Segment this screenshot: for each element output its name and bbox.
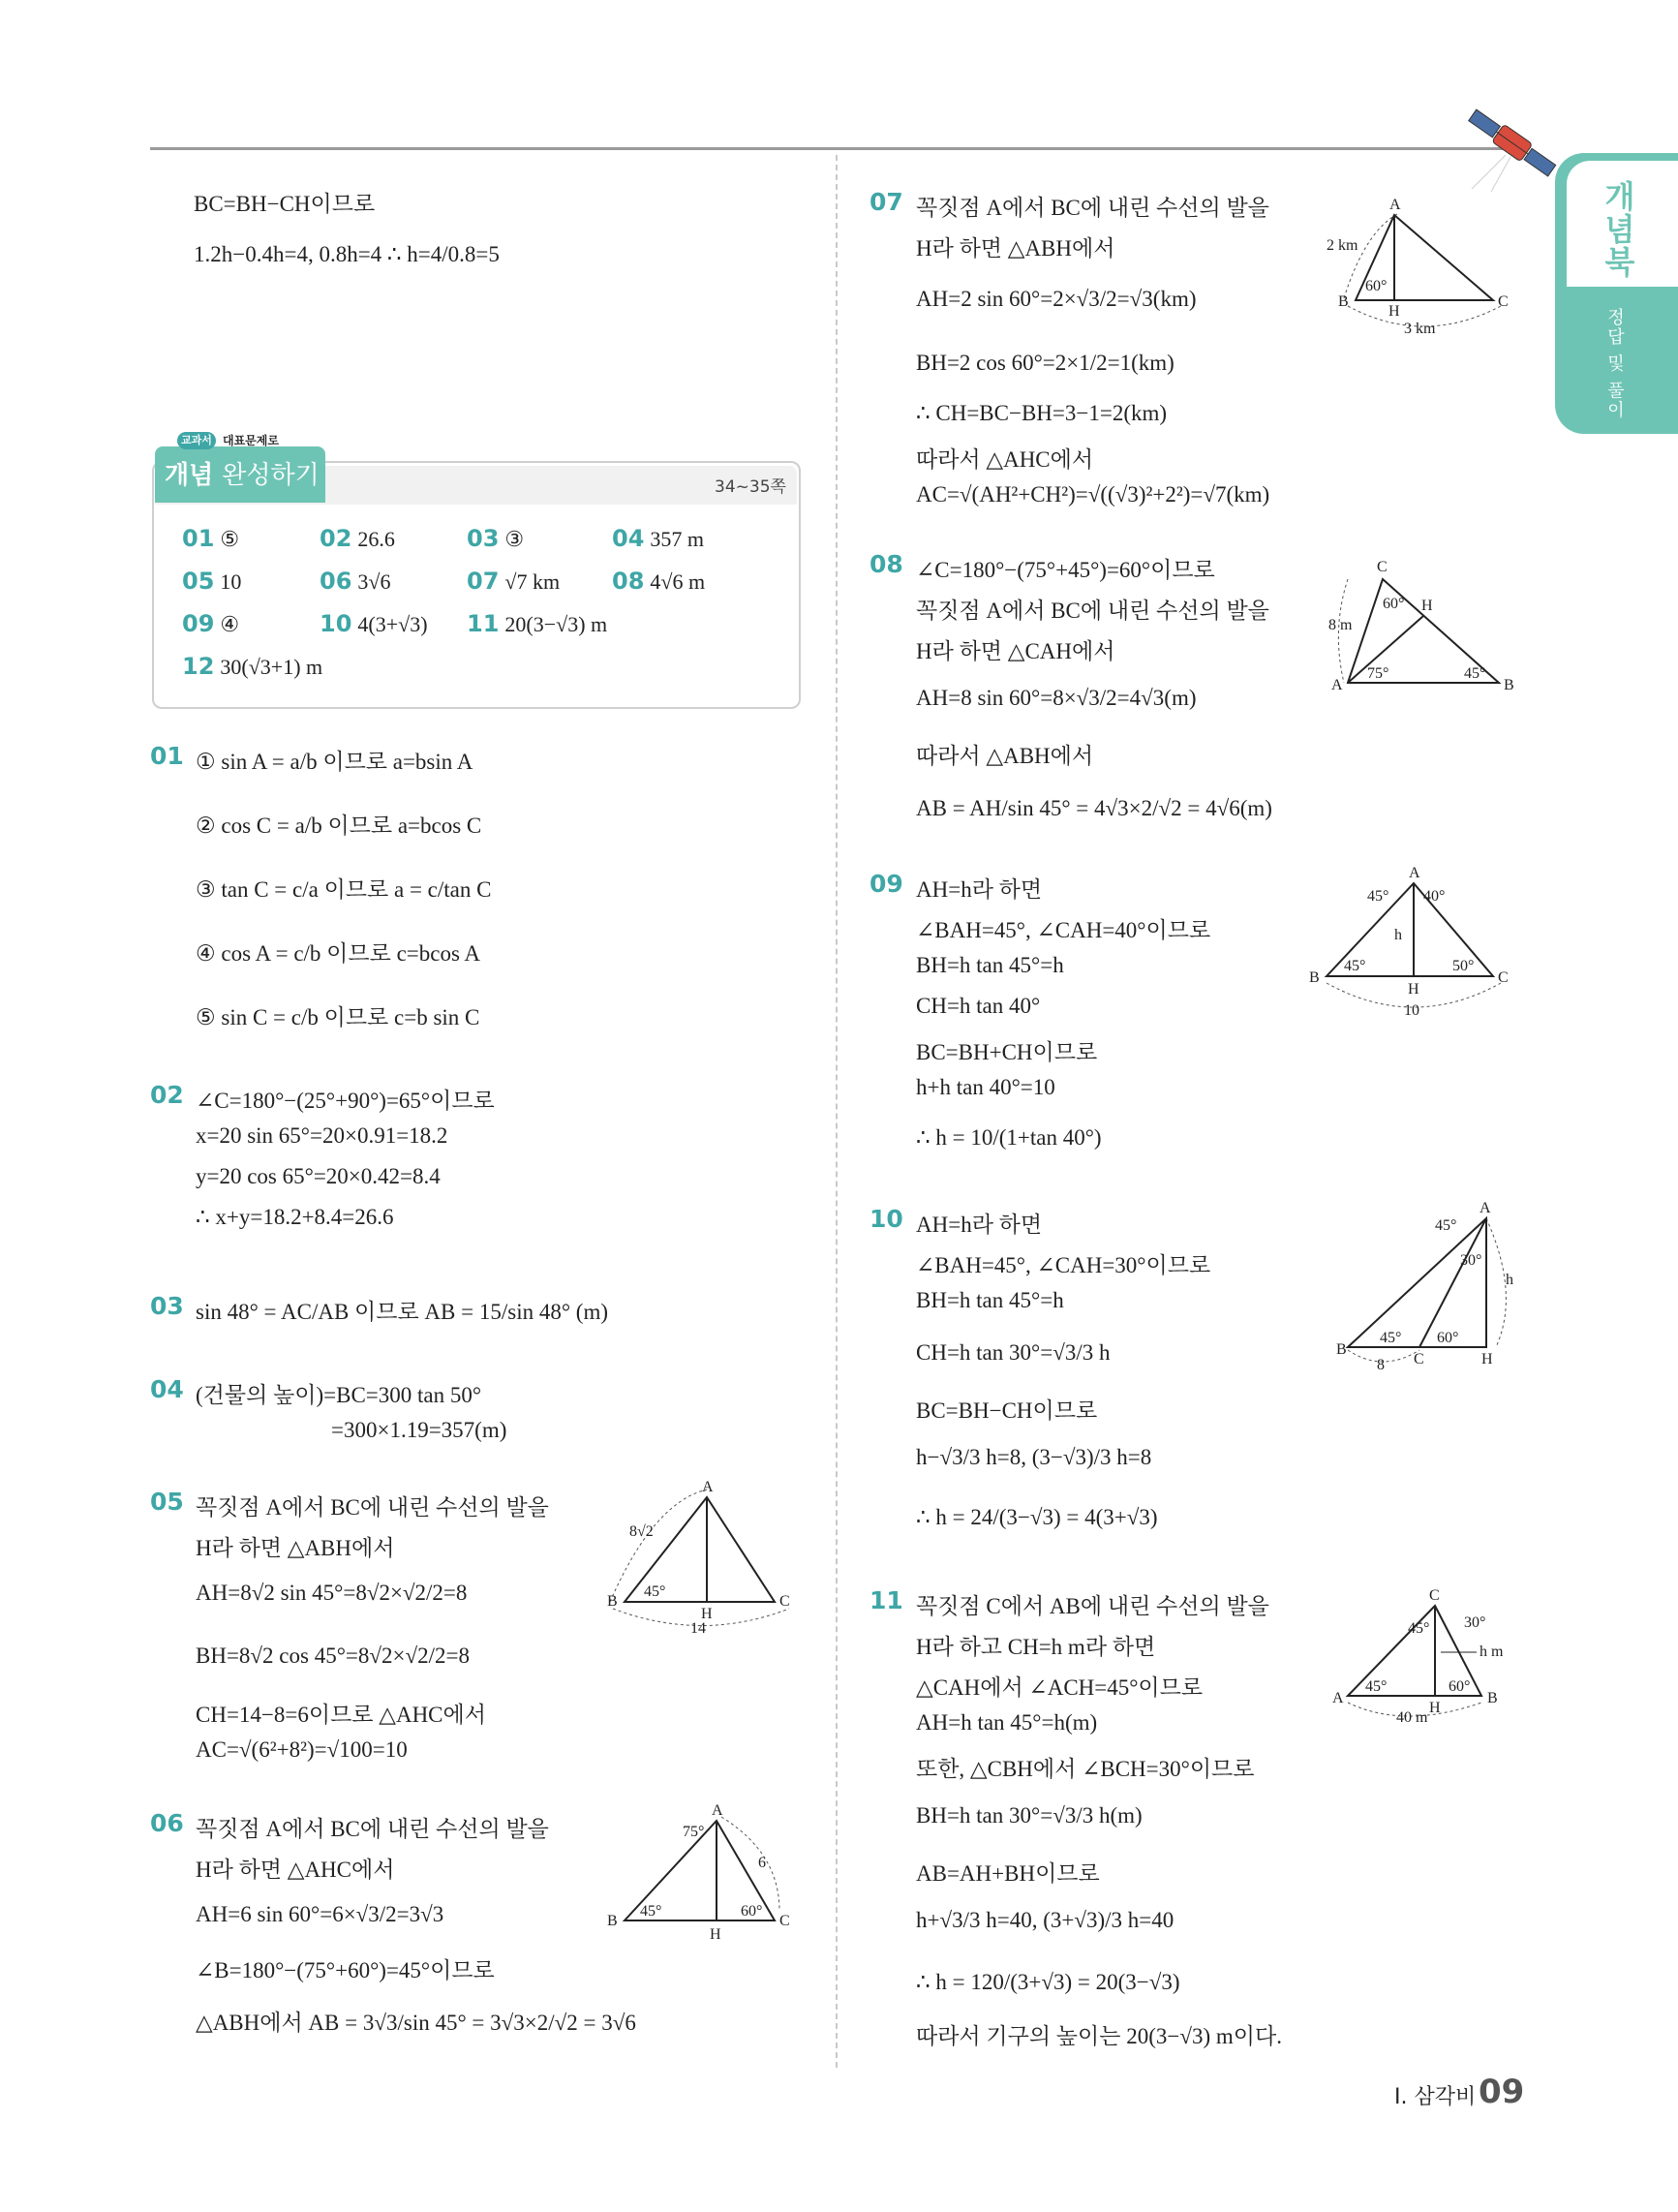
solution-line: △CAH에서 ∠ACH=45°이므로 [916,1675,1204,1700]
answer-02: 02 26.6 [320,525,395,552]
answer-01: 01 ⑤ [182,525,240,552]
fig-label: A [712,1802,723,1819]
solution-line: h−√3/3 h=8, (3−√3)/3 h=8 [916,1445,1152,1469]
solution-line: ∠C=180°−(25°+90°)=65°이므로 [196,1089,495,1113]
answer-08: 08 4√6 m [612,568,706,595]
solution-line: H라 하고 CH=h m라 하면 [916,1635,1156,1659]
fig-label: 75° [683,1824,705,1840]
fig-label: B [1309,969,1320,986]
fig-label: A [1332,1690,1344,1706]
side-tab-title: 개념북 [1600,180,1636,279]
fig-label: A [1331,677,1343,693]
triangle-figure-07 [1327,192,1520,342]
solution-line: BH=h tan 45°=h [916,1288,1064,1312]
solution-line: 따라서 △ABH에서 [916,744,1094,768]
fig-label: A [1480,1200,1491,1216]
page-number: 09 [1479,2073,1525,2111]
solution-line: AH=8√2 sin 45°=8√2×√2/2=8 [196,1581,468,1605]
fig-label: C [1414,1351,1424,1367]
answer-07: 07 √7 km [467,568,561,595]
solution-line: ② cos C = a/b 이므로 a=bcos C [196,814,482,838]
fig-label: C [779,1913,790,1929]
fig-label: B [1487,1690,1498,1706]
fig-label: h [1506,1272,1513,1288]
solution-line: H라 하면 △ABH에서 [196,1536,395,1560]
triangle-figure-10 [1327,1197,1520,1381]
solution-line: 꼭짓점 A에서 BC에 내린 수선의 발을 [196,1495,549,1520]
answer-04: 04 357 m [612,525,705,552]
solution-line: ∠C=180°−(75°+45°)=60°이므로 [916,558,1215,582]
solution-line: ∴ h = 10/(1+tan 40°) [916,1125,1102,1150]
solution-line: ④ cos A = c/b 이므로 c=bcos A [196,941,481,966]
fig-label: C [1498,969,1509,986]
fig-label: 45° [1380,1330,1402,1346]
solution-line: ∴ CH=BC−BH=3−1=2(km) [916,401,1168,425]
answer-09: 09 ④ [182,610,240,637]
fig-label: 45° [640,1903,662,1920]
fig-label: H [1408,981,1419,998]
solution-line: H라 하면 △ABH에서 [916,236,1115,261]
triangle-figure-05 [595,1478,799,1633]
solution-line: H라 하면 △AHC에서 [196,1858,395,1882]
solution-line: sin 48° = AC/AB 이므로 AB = 15/sin 48° (m) [196,1300,608,1324]
solution-line: AC=√(AH²+CH²)=√((√3)²+2²)=√7(km) [916,482,1270,507]
triangle-figure-06 [595,1799,799,1954]
triangle-figure-08 [1327,552,1520,702]
fig-label: C [1429,1587,1440,1604]
problem-number: 05 [150,1488,184,1516]
solution-line: AH=6 sin 60°=6×√3/2=3√3 [196,1902,444,1926]
fig-label: B [607,1593,618,1610]
solution-line: AH=8 sin 60°=8×√3/2=4√3(m) [916,686,1197,710]
solution-line: ∠B=180°−(75°+60°)=45°이므로 [196,1958,495,1982]
problem-number: 07 [870,188,903,216]
solution-line: ∠BAH=45°, ∠CAH=30°이므로 [916,1253,1211,1277]
solution-line: BH=8√2 cos 45°=8√2×√2/2=8 [196,1644,470,1668]
answer-12: 12 30(√3+1) m [182,653,323,680]
fig-label: 60° [1383,596,1405,612]
solution-line: x=20 sin 65°=20×0.91=18.2 [196,1123,448,1148]
answer-03: 03 ③ [467,525,525,552]
fig-label: h [1394,927,1402,943]
answer-box-title: 개념 완성하기 [165,461,320,490]
triangle-figure-09 [1297,862,1520,1031]
solution-line: △ABH에서 AB = 3√3/sin 45° = 3√3×2/√2 = 3√6 [196,2011,636,2035]
problem-number: 03 [150,1292,184,1320]
solution-line: ⑤ sin C = c/b 이므로 c=b sin C [196,1005,480,1029]
solution-line: 꼭짓점 A에서 BC에 내린 수선의 발을 [916,599,1269,623]
representative-badge: 대표문제로 [223,434,279,447]
fig-label: 60° [1449,1678,1471,1695]
problem-number: 08 [870,550,903,578]
problem-number: 09 [870,870,903,898]
answer-11: 11 20(3−√3) m [467,610,608,637]
fig-label: 8 m [1328,617,1353,633]
solution-line: h+√3/3 h=40, (3+√3)/3 h=40 [916,1908,1175,1932]
fig-label: C [1498,293,1509,310]
fig-label: 45° [644,1583,666,1600]
solution-line: h+h tan 40°=10 [916,1075,1055,1099]
fig-label: 45° [1435,1217,1457,1234]
fig-label: 45° [1464,665,1486,682]
problem-number: 02 [150,1081,184,1109]
solution-line: 따라서 기구의 높이는 20(3−√3) m이다. [916,2024,1282,2048]
solution-line: AH=h라 하면 [916,877,1043,902]
solution-line: AH=h tan 45°=h(m) [916,1710,1098,1735]
top-line-1: BC=BH−CH이므로 [194,192,376,216]
fig-label: H [1481,1351,1493,1367]
fig-label: 8√2 [629,1523,654,1540]
fig-label: H [1388,303,1400,320]
solution-line: ∴ h = 120/(3+√3) = 20(3−√3) [916,1970,1180,1994]
solution-line: ③ tan C = c/a 이므로 a = c/tan C [196,877,492,902]
side-tab-subtitle: 정답 및 풀이 [1604,308,1625,420]
solution-line: BH=h tan 45°=h [916,953,1064,977]
problem-number: 01 [150,742,184,770]
solution-line: CH=h tan 30°=√3/3 h [916,1340,1111,1365]
fig-label: H [1429,1700,1441,1716]
solution-line: y=20 cos 65°=20×0.42=8.4 [196,1164,441,1188]
solution-line: AB = AH/sin 45° = 4√3×2/√2 = 4√6(m) [916,796,1272,820]
fig-label: C [1377,559,1388,575]
fig-label: 40 m [1396,1709,1428,1726]
solution-line: 또한, △CBH에서 ∠BCH=30°이므로 [916,1757,1255,1781]
solution-line: BH=h tan 30°=√3/3 h(m) [916,1803,1143,1828]
fig-label: A [1409,865,1420,881]
fig-label: 8 [1377,1357,1385,1373]
answer-06: 06 3√6 [320,568,391,595]
answer-box-pages: 34~35쪽 [715,477,786,497]
fig-label: H [1421,598,1433,614]
chapter-label: Ⅰ. 삼각비 [1394,2085,1477,2109]
fig-label: B [1336,1341,1347,1358]
fig-label: 2 km [1327,237,1358,254]
solution-line: ∴ x+y=18.2+8.4=26.6 [196,1205,394,1229]
solution-line: 꼭짓점 C에서 AB에 내린 수선의 발을 [916,1594,1269,1618]
solution-line: =300×1.19=357(m) [331,1418,507,1442]
solution-line: AH=h라 하면 [916,1213,1043,1237]
fig-label: 45° [1365,1678,1388,1695]
solution-line: CH=14−8=6이므로 △AHC에서 [196,1703,486,1727]
problem-number: 11 [870,1586,903,1614]
solution-line: 따라서 △AHC에서 [916,447,1094,472]
solution-line: H라 하면 △CAH에서 [916,639,1115,663]
fig-label: A [702,1479,714,1495]
satellite-icon [1452,97,1569,194]
fig-label: H [710,1926,721,1943]
textbook-badge: 교과서 [177,432,216,449]
fig-label: 60° [741,1903,763,1920]
fig-label: 14 [690,1620,706,1633]
problem-number: 04 [150,1375,184,1403]
problem-number: 10 [870,1205,903,1233]
solution-line: BC=BH+CH이므로 [916,1040,1098,1064]
fig-label: C [779,1593,790,1610]
top-line-2: 1.2h−0.4h=4, 0.8h=4 ∴ h=4/0.8=5 [194,242,500,266]
fig-label: 75° [1367,665,1389,682]
fig-label: A [1389,197,1401,213]
solution-line: AC=√(6²+8²)=√100=10 [196,1737,408,1762]
fig-label: 45° [1408,1620,1430,1637]
solution-line: CH=h tan 40° [916,994,1041,1018]
solution-line: BH=2 cos 60°=2×1/2=1(km) [916,351,1175,375]
fig-label: 6 [758,1855,766,1871]
fig-label: 40° [1423,888,1446,905]
fig-label: B [607,1913,618,1929]
fig-label: 30° [1460,1252,1482,1269]
solution-line: AB=AH+BH이므로 [916,1861,1100,1886]
fig-label: h m [1480,1644,1504,1660]
solution-line: (건물의 높이)=BC=300 tan 50° [196,1383,482,1407]
fig-label: 3 km [1404,321,1436,337]
fig-label: 45° [1344,958,1366,974]
fig-label: 50° [1452,958,1475,974]
fig-label: B [1338,293,1349,310]
column-divider [836,155,838,2068]
fig-label: 45° [1367,888,1389,905]
answer-05: 05 10 [182,568,242,595]
fig-label: H [701,1606,713,1622]
fig-label: 30° [1464,1614,1486,1631]
solution-line: ∠BAH=45°, ∠CAH=40°이므로 [916,918,1211,942]
answer-10: 10 4(3+√3) [320,610,428,637]
triangle-figure-11 [1327,1584,1520,1730]
fig-label: B [1504,677,1514,693]
header-rule [150,147,1510,150]
solution-line: BC=BH−CH이므로 [916,1398,1098,1423]
solution-line: 꼭짓점 A에서 BC에 내린 수선의 발을 [916,196,1269,220]
solution-line: ∴ h = 24/(3−√3) = 4(3+√3) [916,1505,1158,1529]
solution-line: 꼭짓점 A에서 BC에 내린 수선의 발을 [196,1817,549,1841]
solution-line: AH=2 sin 60°=2×√3/2=√3(km) [916,287,1197,311]
fig-label: 60° [1365,278,1388,294]
fig-label: 60° [1437,1330,1459,1346]
problem-number: 06 [150,1809,184,1837]
fig-label: 10 [1404,1002,1419,1019]
solution-line: ① sin A = a/b 이므로 a=bsin A [196,750,473,774]
